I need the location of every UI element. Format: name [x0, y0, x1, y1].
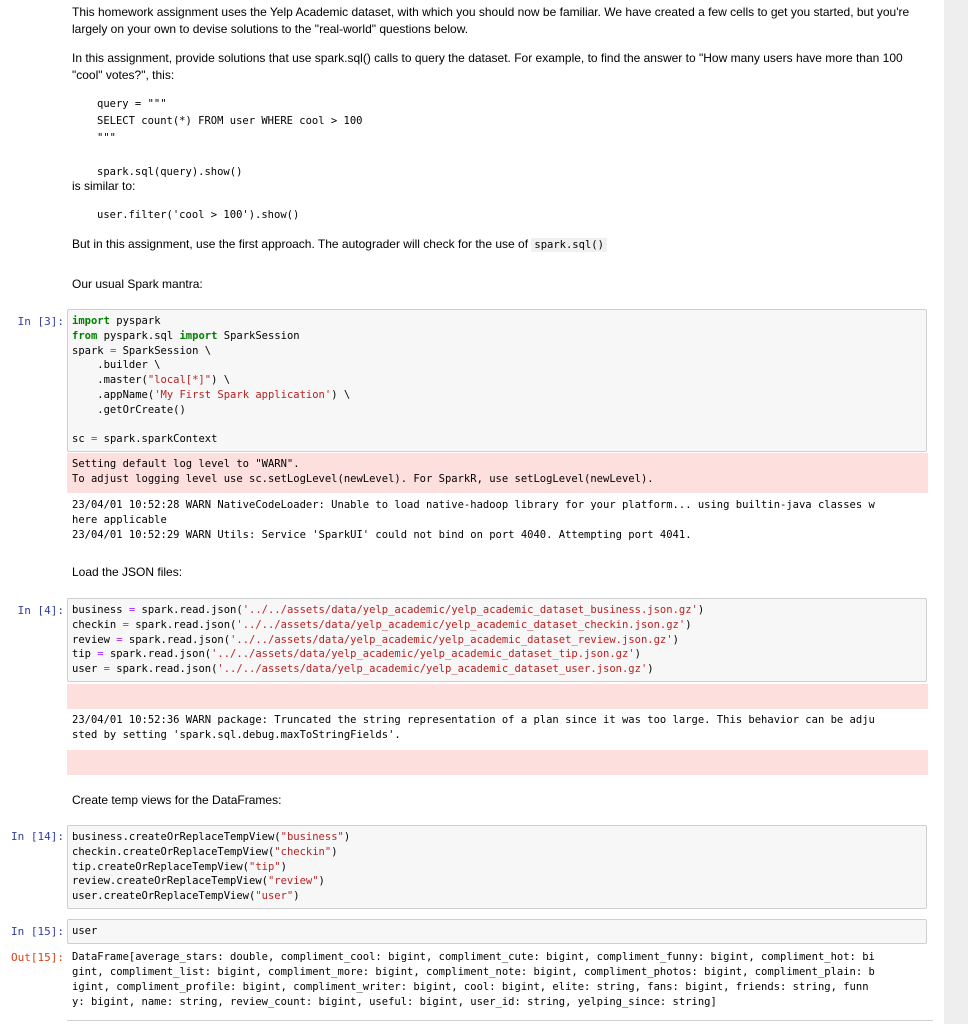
cell-3-input[interactable]: import pyspark from pyspark.sql import SparkSession spark = SparkSession \ .builder \ .master("local[*]") \ .appName('My First Spark application') \ .getOrCreate() sc = spark.sparkContext — [67, 309, 927, 452]
cell-15-input[interactable]: user — [67, 919, 927, 944]
cell-14-prompt: In [14]: — [11, 830, 64, 843]
spark-sql-inline-code: spark.sql() — [531, 238, 607, 252]
cell-3-prompt: In [3]: — [17, 315, 64, 328]
cell-4-stderr-empty — [67, 684, 928, 709]
filter-example-code: user.filter('cool > 100').show() — [97, 209, 300, 221]
mantra-text: Our usual Spark mantra: — [72, 277, 203, 291]
query-example-code — [97, 96, 363, 181]
intro-paragraph-2: In this assignment, provide solutions that use spark.sql() calls to query the dataset. For example, to find the answer to "How many users have more than 100 "cool" votes?", this: — [72, 51, 903, 82]
cell-15-output: DataFrame[average_stars: double, compliment_cool: bigint, compliment_cute: bigint, compliment_funny: bigint, compliment_hot: bi gint, compliment_list: bigint, compliment_more: bigint, compliment_note: bigint, compliment_photos: bigint, compliment_plain: b igint, compliment_profile: bigint, compliment_writer: bigint, cool: bigint, elite: string, fans: bigint, friends: string, funn y: bigint, name: string, review_count: bigint, useful: bigint, user_id: string, yelping_since: string] — [72, 951, 875, 1008]
cell-4-stdout: 23/04/01 10:52:36 WARN package: Truncated the string representation of a plan since it was too large. This behavior can be adju sted by setting 'spark.sql.debug.maxToStringFields'. — [72, 714, 875, 741]
right-gutter — [944, 0, 968, 1024]
cell-15-out-prompt: Out[15]: — [11, 951, 64, 964]
markdown-temp-views[interactable]: Create temp views for the DataFrames: — [72, 793, 282, 807]
cell-divider — [67, 1020, 933, 1021]
query-line-1: query = """ — [97, 98, 167, 110]
query-line-3: """ — [97, 132, 116, 144]
query-line-5: spark.sql(query).show() — [97, 166, 243, 178]
cell-4-prompt: In [4]: — [17, 604, 64, 617]
intro-paragraph-1: This homework assignment uses the Yelp Academic dataset, with which you should now be familiar. We have created a few cells to get you started, but you're largely on your own to devise solutions to the "real-world" questions below. — [72, 5, 910, 36]
markdown-cell-intro[interactable] — [72, 4, 922, 38]
cell-4-input[interactable]: business = spark.read.json('../../assets/data/yelp_academic/yelp_academic_dataset_business.json.gz') checkin = spark.read.json('../../assets/data/yelp_academic/yelp_academic_dataset_checkin.json.gz') review = spark.read.json('../../assets/data/yelp_academic/yelp_academic_dataset_review.json.gz') tip = spark.read.json('../../assets/data/yelp_academic/yelp_academic_dataset_tip.json.gz') user = spark.read.json('../../assets/data/yelp_academic/yelp_academic_dataset_user.json.gz') — [67, 598, 927, 682]
cell-3-stderr: Setting default log level to "WARN". To adjust logging level use sc.setLogLevel(newLevel). For SparkR, use setLogLevel(newLevel). — [67, 453, 928, 493]
cell-14-input[interactable]: business.createOrReplaceTempView("business") checkin.createOrReplaceTempView("checkin") tip.createOrReplaceTempView("tip") review.createOrReplaceTempView("review") user.createOrReplaceTempView("user") — [67, 825, 927, 909]
similar-to-text: is similar to: — [72, 179, 136, 193]
first-approach-sentence: But in this assignment, use the first approach. The autograder will check for the use of — [72, 237, 529, 251]
cell-3-stdout: 23/04/01 10:52:28 WARN NativeCodeLoader: Unable to load native-hadoop library for your platform... using builtin-java classes w here applicable 23/04/01 10:52:29 WARN Utils: Service 'SparkUI' could not bind on port 4040. Attempting port 4041. — [72, 499, 875, 541]
markdown-cell-intro-2[interactable] — [72, 50, 922, 84]
markdown-load-json[interactable]: Load the JSON files: — [72, 565, 183, 579]
first-approach-text — [72, 236, 922, 254]
cell-4-stderr-empty-2 — [67, 750, 928, 775]
query-line-2: SELECT count(*) FROM user WHERE cool > 100 — [97, 115, 363, 127]
cell-15-prompt: In [15]: — [11, 925, 64, 938]
